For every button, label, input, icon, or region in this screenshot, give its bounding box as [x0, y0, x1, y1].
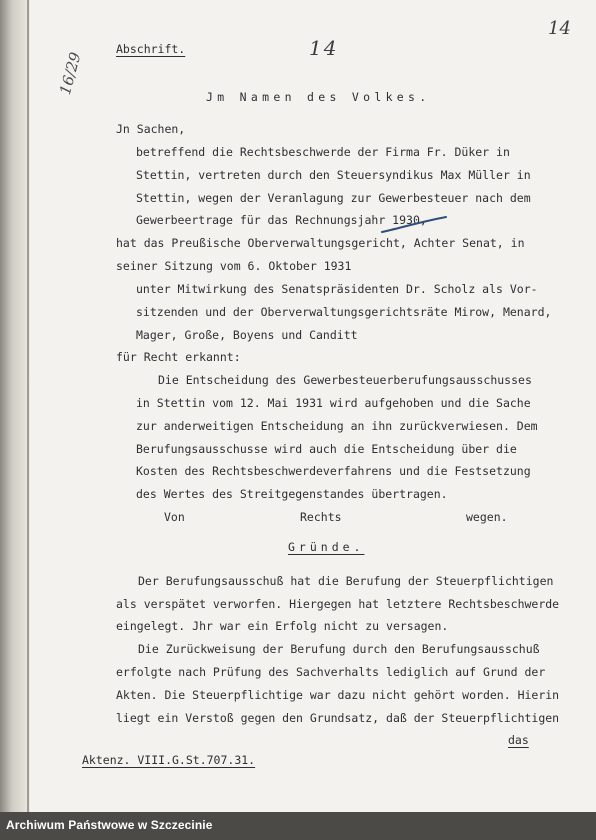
text-line: für Recht erkannt:	[116, 350, 241, 364]
formula-word-rechts: Rechts	[300, 510, 342, 524]
text-line: Berufungsausschusse wird auch die Entscheidung über die	[136, 442, 517, 456]
text-line: als verspätet verworfen. Hiergegen hat letztere Rechtsbeschwerde	[116, 597, 560, 611]
text-line: Jn Sachen,	[116, 122, 186, 136]
text-line: sitzenden und der Oberverwaltungsgerichtsräte Mirow, Menard,	[136, 305, 552, 319]
text-line: zur anderweitigen Entscheidung an ihn zurückverwiesen. Dem	[136, 419, 538, 433]
handwritten-folio-number: 14	[548, 18, 571, 39]
text-line: Akten. Die Steuerpflichtige war dazu nicht gehört worden. Hierin	[116, 688, 560, 702]
page-fold-line	[27, 0, 29, 812]
document-heading: Jm Namen des Volkes.	[206, 90, 431, 104]
text-line: hat das Preußische Oberverwaltungsgericht, Achter Senat, in	[116, 236, 525, 250]
archive-name: Archiwum Państwowe w Szczecinie	[6, 818, 213, 832]
text-line: unter Mitwirkung des Senatspräsidenten Dr. Scholz als Vor-	[136, 282, 538, 296]
text-line: seiner Sitzung vom 6. Oktober 1931	[116, 259, 352, 273]
text-line: Die Zurückweisung der Berufung durch den Berufungsausschuß	[138, 642, 540, 656]
text-line: Der Berufungsausschuß hat die Berufung der Steuerpflichtigen	[138, 574, 554, 588]
catchword: das	[508, 733, 529, 747]
adjacent-page-edge	[0, 0, 30, 812]
formula-word-wegen: wegen.	[466, 510, 508, 524]
text-line: Stettin, vertreten durch den Steuersyndikus Max Müller in	[136, 168, 531, 182]
text-line: des Wertes des Streitgegenstandes übertragen.	[136, 487, 448, 501]
text-line: eingelegt. Jhr war ein Erfolg nicht zu versagen.	[116, 619, 449, 633]
text-line: Mager, Große, Boyens und Canditt	[136, 328, 358, 342]
text-line: Die Entscheidung des Gewerbesteuerberufungsausschusses	[158, 373, 532, 387]
text-line: liegt ein Verstoß gegen den Grundsatz, daß der Steuerpflichtigen	[116, 711, 560, 725]
text-line: in Stettin vom 12. Mai 1931 wird aufgehoben und die Sache	[136, 396, 531, 410]
formula-word-von: Von	[164, 510, 185, 524]
handwritten-pen-stroke	[380, 214, 450, 236]
handwritten-margin-note: 16/29	[56, 50, 85, 97]
text-line: erfolgte nach Prüfung des Sachverhalts lediglich auf Grund der	[116, 665, 546, 679]
text-line: Kosten des Rechtsbeschwerdeverfahrens und die Festsetzung	[136, 464, 531, 478]
text-line: Stettin, wegen der Veranlagung zur Gewerbesteuer nach dem	[136, 191, 531, 205]
file-reference: Aktenz. VIII.G.St.707.31.	[82, 753, 256, 767]
handwritten-page-number: 14	[309, 36, 339, 60]
text-line: Gewerbeertrage für das Rechnungsjahr 1930,	[136, 213, 427, 227]
text-line: betreffend die Rechtsbeschwerde der Firma Fr. Düker in	[136, 145, 510, 159]
copy-label: Abschrift.	[116, 42, 186, 56]
gruende-heading: Gründe.	[288, 540, 365, 554]
